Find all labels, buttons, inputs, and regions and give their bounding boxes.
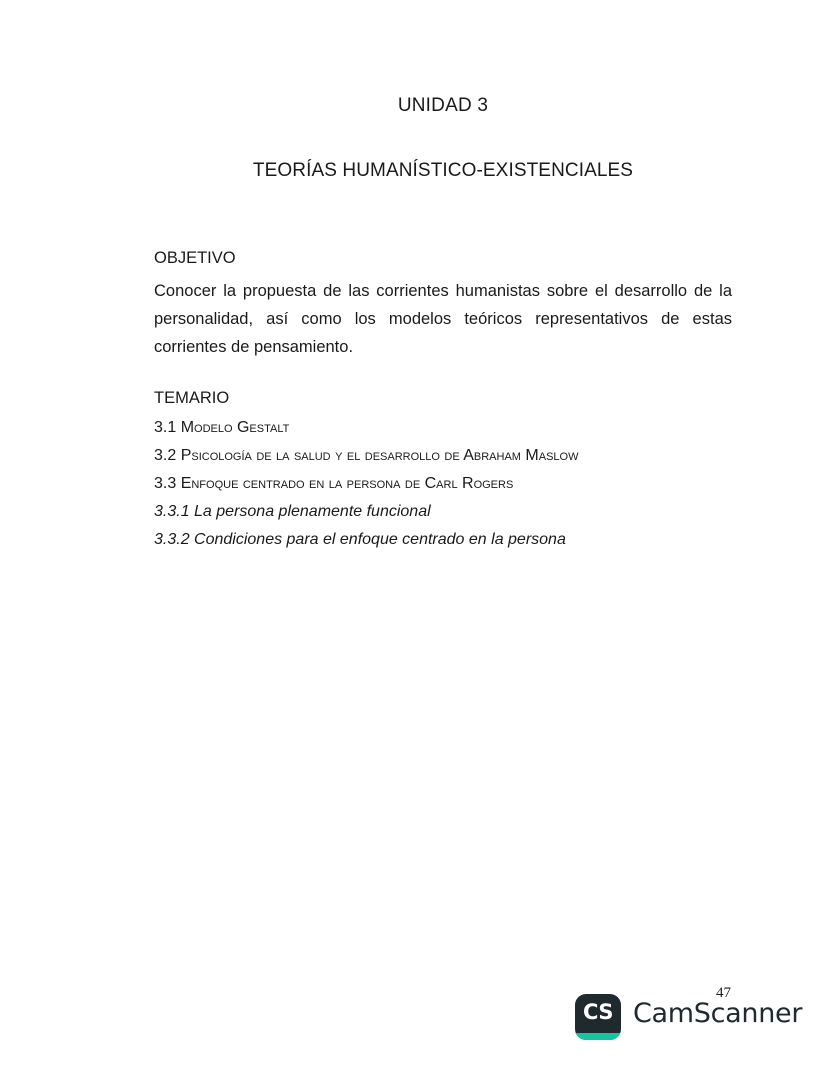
syllabus-list bbox=[154, 417, 754, 557]
camscanner-logo-text: CS bbox=[583, 1000, 613, 1024]
camscanner-wordmark: CamScanner bbox=[633, 998, 803, 1029]
syllabus-item: 3.3 Enfoque centrado en la persona de Carl Rogers bbox=[154, 475, 514, 492]
objective-heading: OBJETIVO bbox=[154, 249, 236, 267]
syllabus-subitem: 3.3.1 La persona plenamente funcional bbox=[154, 503, 431, 520]
page-title: TEORÍAS HUMANÍSTICO-EXISTENCIALES bbox=[252, 160, 634, 181]
syllabus-item: 3.1 Modelo Gestalt bbox=[154, 419, 290, 436]
camscanner-logo-icon bbox=[575, 994, 621, 1040]
unit-title: UNIDAD 3 bbox=[397, 95, 489, 116]
objective-text: Conocer la propuesta de las corrientes humanistas sobre el desarrollo de la personalidad, así como los modelos teóricos representativos de estas corrientes de pensamiento. bbox=[154, 282, 732, 356]
syllabus-heading: TEMARIO bbox=[154, 389, 230, 407]
syllabus-subitem: 3.3.2 Condiciones para el enfoque centrado en la persona bbox=[154, 531, 566, 548]
page-number: 47 bbox=[716, 985, 731, 1001]
logo-accent-bar bbox=[575, 1033, 621, 1040]
syllabus-item: 3.2 Psicología de la salud y el desarrollo de Abraham Maslow bbox=[154, 447, 579, 464]
